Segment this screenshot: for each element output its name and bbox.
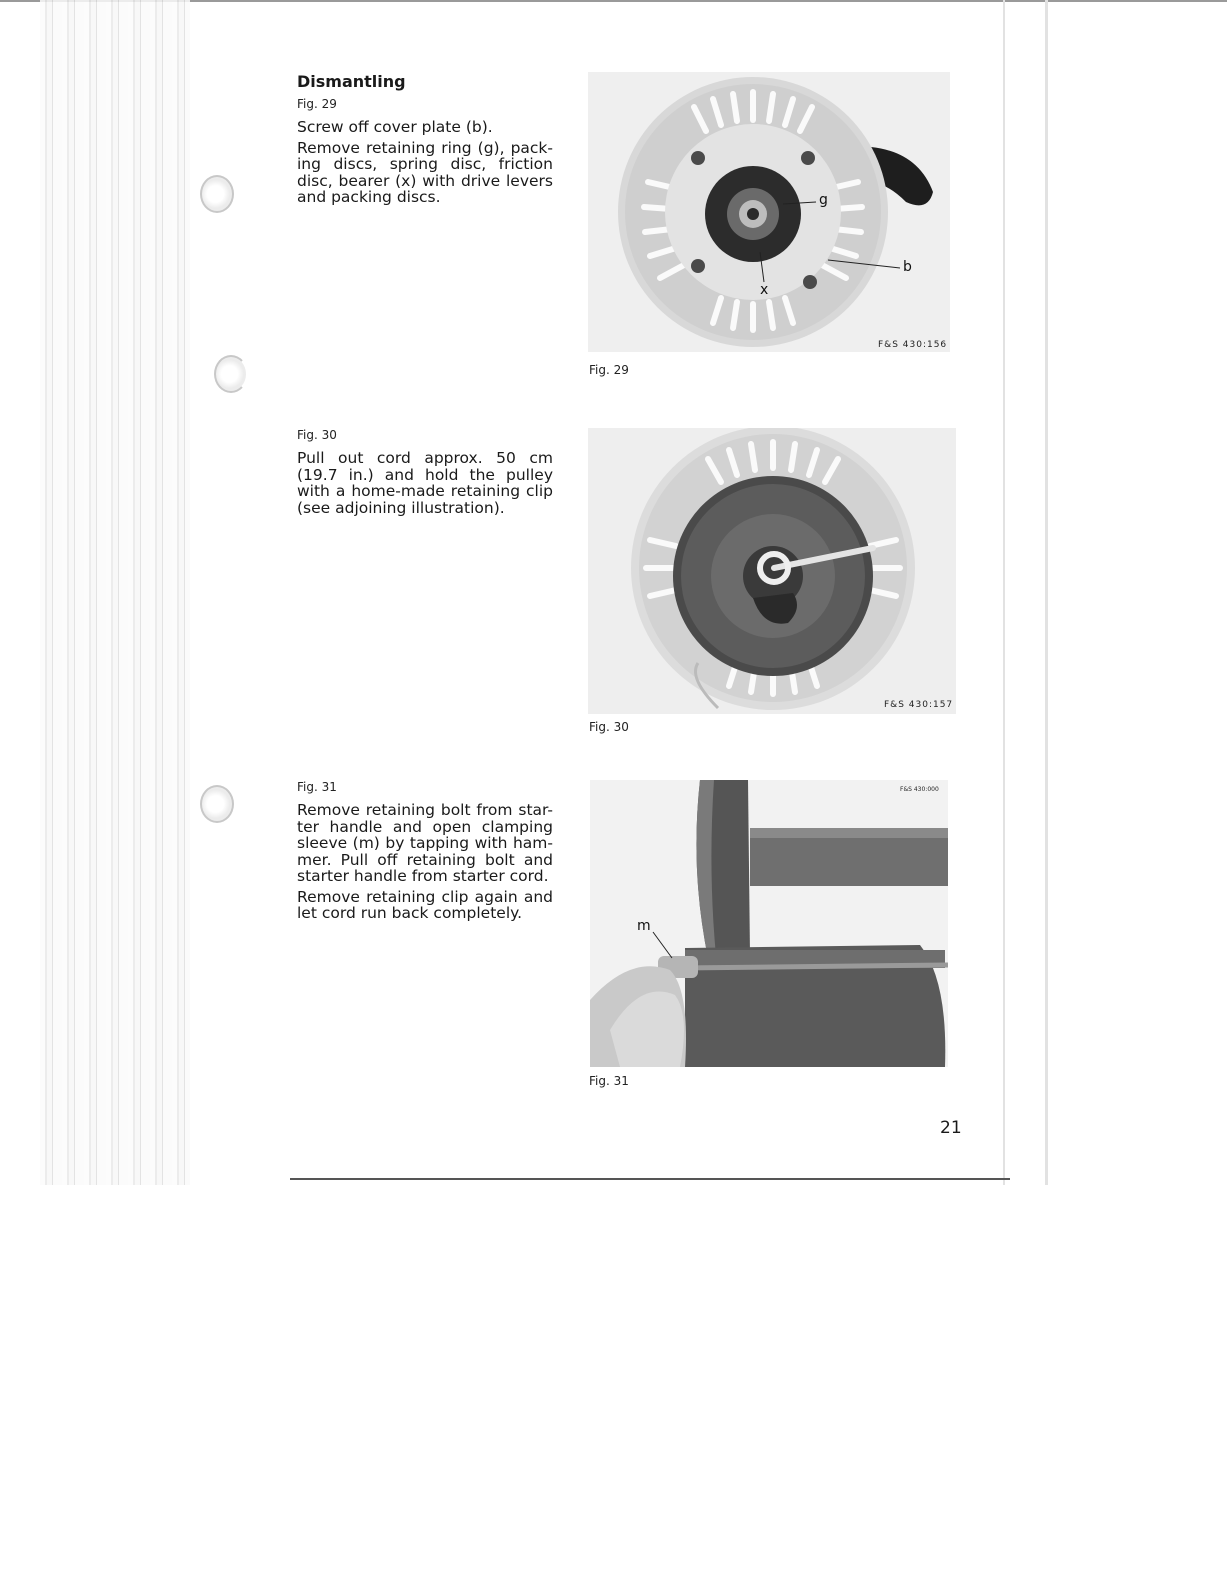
page-edge-right <box>1003 0 1005 1185</box>
figure-caption: Fig. 30 <box>589 720 629 734</box>
callout-label-x: x <box>760 282 769 298</box>
page-bottom-rule <box>290 1178 1010 1180</box>
text-block-fig30 <box>297 428 553 520</box>
binder-hole-bottom <box>200 785 234 823</box>
binder-hole-middle <box>214 355 248 393</box>
paragraph: Remove retaining clip again and let cord run back completely. <box>297 887 553 922</box>
paragraph: Remove retaining ring (g), pack-ing discs, spring disc, friction disc, bearer (x) with drive levers and packing discs. <box>297 138 553 206</box>
figure-caption: Fig. 31 <box>589 1074 629 1088</box>
callout-label-g: g <box>819 192 828 208</box>
fig-ref: Fig. 30 <box>297 428 337 442</box>
photo-fig29 <box>588 72 950 352</box>
binder-hole-top <box>200 175 234 213</box>
figure-caption: Fig. 29 <box>589 363 629 377</box>
fig-ref: Fig. 29 <box>297 97 337 111</box>
page-number: 21 <box>940 1118 962 1138</box>
photo-code: F&S 430:156 <box>878 340 948 350</box>
callout-label-b: b <box>903 259 912 275</box>
text-block-fig29 <box>297 72 553 210</box>
paragraph: Screw off cover plate (b). <box>297 118 493 136</box>
paragraph: Remove retaining bolt from star-ter handle and open clamping sleeve (m) by tapping with ham-mer. Pull off retaining bolt and starter handle from starter cord. <box>297 801 553 885</box>
photo-code: F&S 430:000 <box>900 786 939 793</box>
binder-edge-shadow <box>40 0 190 1185</box>
photo-fig31 <box>590 780 948 1067</box>
section-heading: Dismantling <box>297 72 406 91</box>
paragraph: Pull out cord approx. 50 cm (19.7 in.) and hold the pulley with a home-made retaining clip (see adjoining illustration). <box>297 449 553 517</box>
text-block-fig31 <box>297 780 553 926</box>
fig-ref: Fig. 31 <box>297 780 337 794</box>
photo-code: F&S 430:157 <box>884 700 954 710</box>
page-edge-right-outer <box>1045 0 1048 1185</box>
callout-label-m: m <box>637 918 651 934</box>
photo-fig30 <box>588 428 956 714</box>
